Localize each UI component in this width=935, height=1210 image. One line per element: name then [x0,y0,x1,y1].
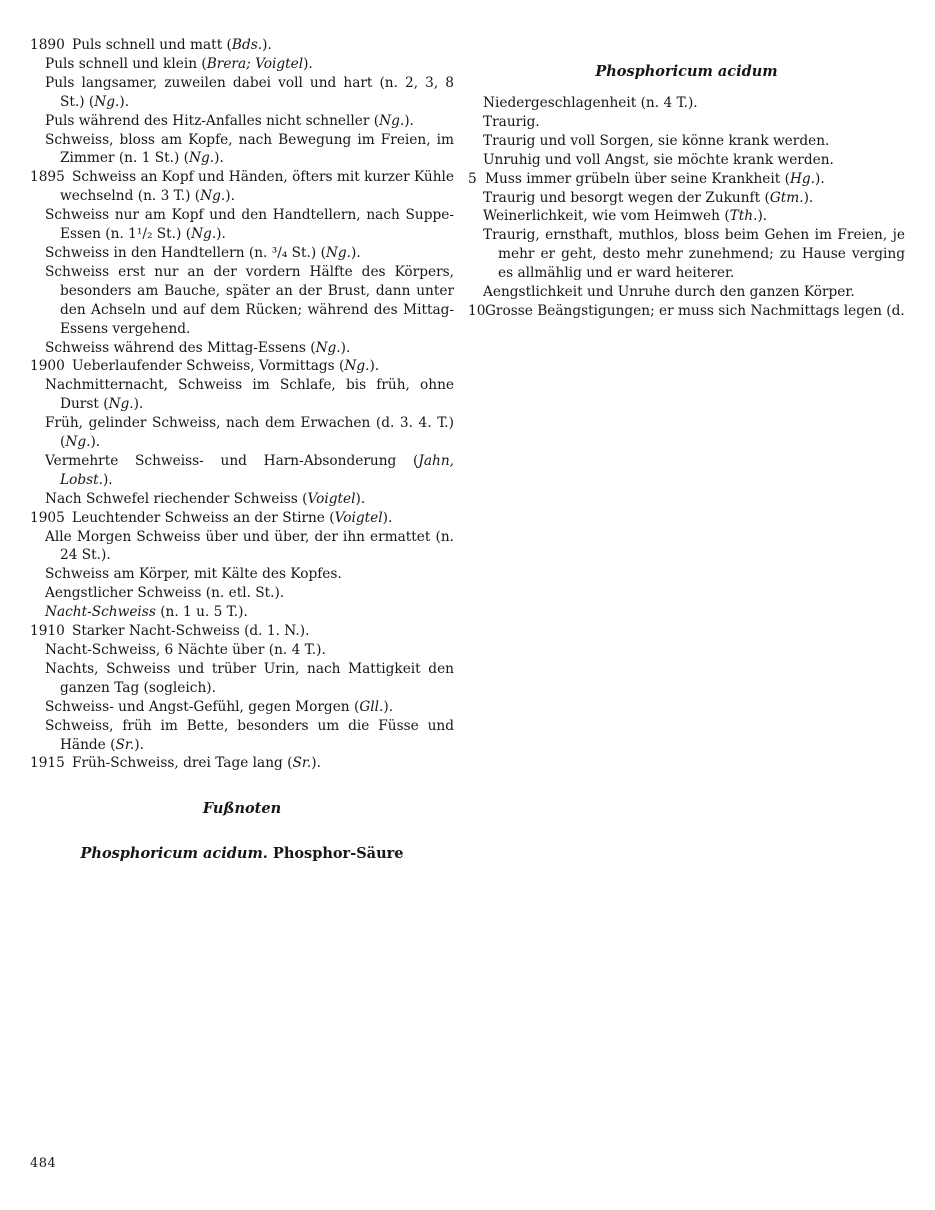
entry-text: Vermehrte Schweiss- und Harn-Absonderung (Jahn, Lobst.). [45,452,454,488]
symptom-entry [30,584,454,603]
entry-text: Nachts, Schweiss und trüber Urin, nach Mattigkeit den ganzen Tag (sogleich). [45,660,454,696]
entry-text: Schweiss während des Mittag-Essens (Ng.). [45,339,351,356]
entry-number: 5 [468,170,477,187]
entry-text: Puls schnell und klein (Brera; Voigtel). [45,55,313,72]
symptom-entry [30,112,454,131]
symptom-entry [30,698,454,717]
entry-text: Schweiss in den Handtellern (n. ³/₄ St.) (Ng.). [45,244,361,261]
entry-text: Früh-Schweiss, drei Tage lang (Sr.). [72,755,321,772]
symptom-entry [30,376,454,414]
entry-text: Aengstlicher Schweiss (n. etl. St.). [45,585,285,602]
symptom-entry [30,603,454,622]
symptom-entry [30,357,454,376]
two-column-layout [30,36,905,876]
symptom-entry [30,565,454,584]
left-column [30,36,454,876]
symptom-entry [30,622,454,641]
entry-text: Niedergeschlagenheit (n. 4 T.). [483,95,698,111]
symptom-entry [30,660,454,698]
entry-text: Puls langsamer, zuweilen dabei voll und hart (n. 2, 3, 8 St.) (Ng.). [45,74,454,110]
entry-text: Schweiss nur am Kopf und den Handtellern, nach Suppe-Essen (n. 1¹/₂ St.) (Ng.). [45,207,454,243]
entry-text: Traurig und besorgt wegen der Zukunft (Gtm.). [483,189,814,206]
symptom-entry [30,131,454,169]
entry-number: 10 [468,302,486,319]
entry-text: Grosse Beängstigungen; er muss sich Nachmittags legen (d. [485,302,905,319]
symptom-entry [468,207,905,226]
symptom-entry [468,170,905,189]
right-column [468,36,905,876]
entry-text: Schweiss an Kopf und Händen, öfters mit kurzer Kühle wechselnd (n. 3 T.) (Ng.). [60,169,455,205]
symptom-entry [30,509,454,528]
entry-text: Schweiss, bloss am Kopfe, nach Bewegung im Freien, im Zimmer (n. 1 St.) (Ng.). [45,131,454,167]
symptom-entry [468,283,905,302]
footnotes-heading: Fußnoten [202,800,282,818]
entry-text: Nacht-Schweiss (n. 1 u. 5 T.). [45,604,248,621]
entry-number: 1895 [30,169,65,186]
symptom-entry [30,74,454,112]
symptom-entry [468,113,905,132]
entry-text: Nachmitternacht, Schweiss im Schlafe, bis früh, ohne Durst (Ng.). [45,377,454,413]
entry-text: Puls schnell und matt (Bds.). [72,37,272,53]
symptom-entry [30,55,454,74]
symptom-entry [30,244,454,263]
section-heading-german-text: Phosphor-Säure [272,845,404,863]
entry-number: 1905 [30,509,65,526]
symptom-entry [468,226,905,283]
entry-text: Nach Schwefel riechender Schweiss (Voigtel). [45,490,366,507]
entry-text: Ueberlaufender Schweiss, Vormittags (Ng.). [72,358,380,375]
symptom-entry [468,302,905,321]
symptom-entry [468,151,905,170]
symptom-entry [30,490,454,509]
symptom-entry [30,263,454,339]
entry-text: Muss immer grübeln über seine Krankheit (Hg.). [485,170,825,187]
symptom-list-right [468,94,905,321]
symptom-entry [30,339,454,358]
entry-number: 1915 [30,755,65,772]
entry-number: 1890 [30,37,65,53]
symptom-entry [30,168,454,206]
entry-text: Schweiss- und Angst-Gefühl, gegen Morgen (Gll.). [45,698,394,715]
section-heading-right: Phosphoricum acidum [595,63,778,80]
entry-text: Weinerlichkeit, wie vom Heimweh (Tth.). [483,208,768,225]
entry-text: Traurig, ernsthaft, muthlos, bloss beim Gehen im Freien, je mehr er geht, desto mehr zunehmend; zu Hause verging es allmählig und er ward heiterer. [483,227,905,282]
entry-text: Unruhig und voll Angst, sie möchte krank werden. [483,151,834,168]
entry-number: 1910 [30,623,65,640]
symptom-list-left [30,36,454,773]
symptom-entry [30,641,454,660]
entry-text: Aengstlichkeit und Unruhe durch den ganzen Körper. [483,284,855,301]
symptom-entry [468,189,905,208]
symptom-entry [30,528,454,566]
entry-text: Schweiss am Körper, mit Kälte des Kopfes. [45,566,342,583]
entry-text: Schweiss, früh im Bette, besonders um die Füsse und Hände (Sr.). [45,717,454,753]
section-heading-left [30,844,454,863]
symptom-entry [30,717,454,755]
entry-text: Nacht-Schweiss, 6 Nächte über (n. 4 T.). [45,642,326,658]
symptom-entry [30,754,454,773]
symptom-entry [30,414,454,452]
symptom-entry [468,132,905,151]
entry-text: Puls während des Hitz-Anfalles nicht schneller (Ng.). [45,112,414,129]
entry-text: Traurig. [483,113,540,130]
entry-text: Leuchtender Schweiss an der Stirne (Voigtel). [72,509,393,526]
entry-text: Früh, gelinder Schweiss, nach dem Erwachen (d. 3. 4. T.) (Ng.). [45,415,454,451]
entry-text: Traurig und voll Sorgen, sie könne krank werden. [483,132,830,149]
symptom-entry [30,36,454,55]
entry-text: Schweiss erst nur an der vordern Hälfte des Körpers, besonders am Bauche, später an der Brust, dann unter den Achseln und auf dem Rücken; während des Mittag-Essens vergehend. [45,263,454,337]
symptom-entry [30,452,454,490]
entry-text: Starker Nacht-Schweiss (d. 1. N.). [72,623,310,640]
symptom-entry [30,206,454,244]
symptom-entry [468,94,905,113]
section-heading-latin: Phosphoricum acidum. [80,845,268,863]
entry-number: 1900 [30,358,65,375]
entry-text: Alle Morgen Schweiss über und über, der ihn ermattet (n. 24 St.). [45,528,454,564]
page-number: 484 [30,1156,57,1171]
